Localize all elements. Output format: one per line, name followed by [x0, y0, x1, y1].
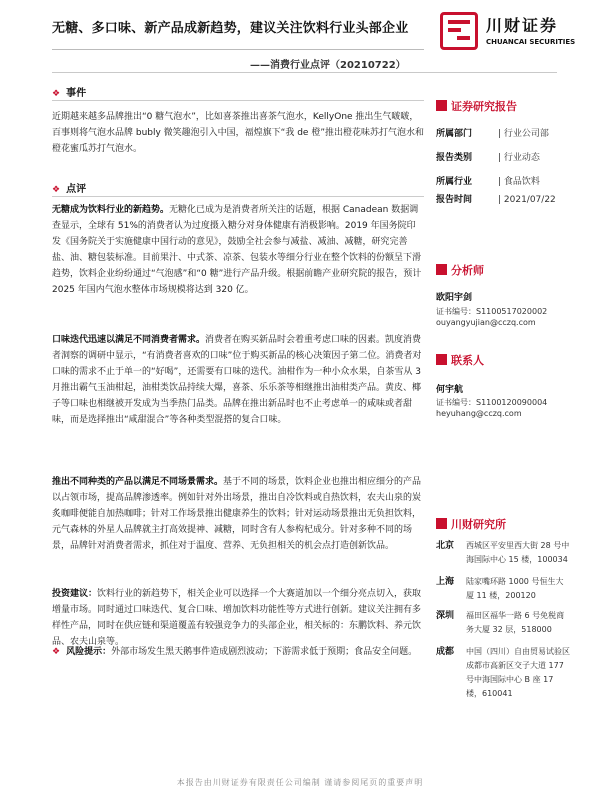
contact-email[interactable]: heyuhang@cczq.com — [436, 409, 522, 418]
square-bullet-icon — [436, 100, 447, 111]
event-heading: ❖ 事件 — [52, 88, 87, 99]
logo-name-cn: 川财证券 — [486, 16, 559, 35]
logo-name-en: CHUANCAI SECURITIES — [486, 38, 576, 46]
diamond-icon: ❖ — [52, 89, 61, 99]
logo-mark-icon — [440, 12, 478, 50]
diamond-icon: ❖ — [52, 647, 61, 657]
comment-divider — [52, 196, 424, 197]
address-shenzhen: 福田区福华一路 6 号免税商务大厦 32 层，518000 — [466, 611, 565, 634]
address-city-beijing: 北京 — [436, 541, 455, 551]
address-city-chengdu: 成都 — [436, 647, 455, 657]
square-bullet-icon — [436, 354, 447, 365]
analyst-email[interactable]: ouyangyujian@cczq.com — [436, 318, 536, 327]
contact-heading: 联系人 — [436, 352, 484, 368]
paragraph-sugar-free: 无糖成为饮料行业的新趋势。无糖化已成为是消费者所关注的话题，根据 Canadean 数据调查显示，全球有 51%的消费者认为过度摄入糖分对身体健康有消极影响。2019 年国务院印发《国务院关于实施健康中国行动的意见》，鼓励全社会参与减盐、减油、减糖，研究完善盐、油、糖包装标准。目前果汁、中式茶、凉茶、包装水等细分行业在整个饮料的份额呈下滑趋势，饮料企业纷纷通过“气泡感”和“0 糖”进行产品升级。根据前瞻产业研究院的报告，预计 2025 年国内气泡水整体市场规模将达到 320 亿。 — [52, 205, 422, 295]
info-row-department: 所属部门 | 行业公司部 — [436, 129, 549, 139]
address-shanghai: 陆家嘴环路 1000 号恒生大厦 11 楼，200120 — [466, 577, 564, 600]
analyst-heading: 分析师 — [436, 262, 484, 278]
company-logo — [440, 12, 576, 50]
contact-cert: 证书编号：S1100120090004 — [436, 398, 548, 407]
research-report-heading: 证券研究报告 — [436, 98, 517, 114]
address-beijing: 西城区平安里西大街 28 号中海国际中心 15 楼，100034 — [466, 541, 570, 564]
subtitle-divider — [52, 72, 557, 73]
info-row-category: 报告类别 | 行业动态 — [436, 153, 540, 163]
report-title: 无糖、多口味、新产品成新趋势，建议关注饮料行业头部企业 — [52, 21, 409, 36]
address-city-shenzhen: 深圳 — [436, 611, 455, 621]
paragraph-investment: 投资建议：饮料行业的新趋势下，相关企业可以选择一个大赛道加以一个细分亮点切入，获取增量市场。同时通过口味迭代、复合口味、增加饮料功能性等方式进行创新。建议关注拥有多样性产品，同时在供应链和渠道覆盖有较强竞争力的头部企业，相关标的：东鹏饮料、养元饮品、农夫山泉等。 — [52, 589, 422, 647]
header-divider — [52, 49, 424, 50]
event-divider — [52, 100, 424, 101]
comment-heading: ❖ 点评 — [52, 184, 87, 195]
contact-name: 何宇航 — [436, 385, 464, 395]
paragraph-risk: ❖ 风险提示：外部市场发生黑天鹅事件造成剧烈波动；下游需求低于预期；食品安全问题。 — [52, 647, 418, 657]
analyst-cert: 证书编号：S1100517020002 — [436, 307, 548, 316]
address-chengdu: 中国（四川）自由贸易试验区成都市高新区交子大道 177 号中海国际中心 B 座 17 楼，610041 — [466, 647, 570, 698]
square-bullet-icon — [436, 264, 447, 275]
analyst-name: 欧阳宇剑 — [436, 293, 473, 303]
info-row-date: 报告时间 | 2021/07/22 — [436, 195, 556, 205]
info-row-industry: 所属行业 | 食品饮料 — [436, 177, 540, 187]
institute-heading: 川财研究所 — [436, 516, 506, 532]
diamond-icon: ❖ — [52, 185, 61, 195]
paragraph-flavor: 口味迭代迅速以满足不同消费者需求。消费者在购买新品时会着重考虑口味的因素。凯度消费者洞察的调研中显示，“有消费者喜欢的口味”位于购买新品的核心决策因子第二位。消费者对口味的需求不止于单一的“好喝”，还需要有口味的迭代。油柑作为一种小众水果，自茶雪从 3 月推出霸气玉油柑起，油柑类饮品持续大爆，喜茶、乐乐茶等相继推出油柑类产品。黄皮、椰子等口味也相继被开发成为当季热门品类。品牌在推出新品时也不止考虑单一的咸味或者甜味，而是选择推出“咸甜混合”等各种类型混搭的复合口味。 — [52, 335, 422, 425]
footer-disclaimer: 本报告由川财证券有限责任公司编制 谨请参阅尾页的重要声明 — [176, 778, 424, 787]
report-subtitle: ——消费行业点评（20210722） — [250, 60, 406, 71]
square-bullet-icon — [436, 518, 447, 529]
event-paragraph: 近期越来越多品牌推出“0 糖气泡水”，比如喜茶推出喜茶气泡水，KellyOne 推出生气啵啵，百事则将气泡水品牌 bubly 微笑趣泡引入中国，福煌旗下“我 de 橙”推出橙花味苏打气泡水和橙花蜜瓜苏打气泡水。 — [52, 112, 424, 154]
paragraph-scenarios: 推出不同种类的产品以满足不同场景需求。基于不同的场景，饮料企业也推出相应细分的产品以占领市场，提高品牌渗透率。例如针对外出场景，推出自冷饮料或自热饮料，农夫山泉的炭炙咖啡便能自加热咖啡；针对工作场景推出健康养生的饮料；针对运动场景推出无负担饮料，元气森林的外星人品牌就主打高效提神、减糖，同时含有人参构杞成分。针对多种不同的场景，品牌针对消费者需求，抓住对于温度、营养、无负担相关的机会点打造创新饮品。 — [52, 477, 422, 551]
address-city-shanghai: 上海 — [436, 577, 455, 587]
